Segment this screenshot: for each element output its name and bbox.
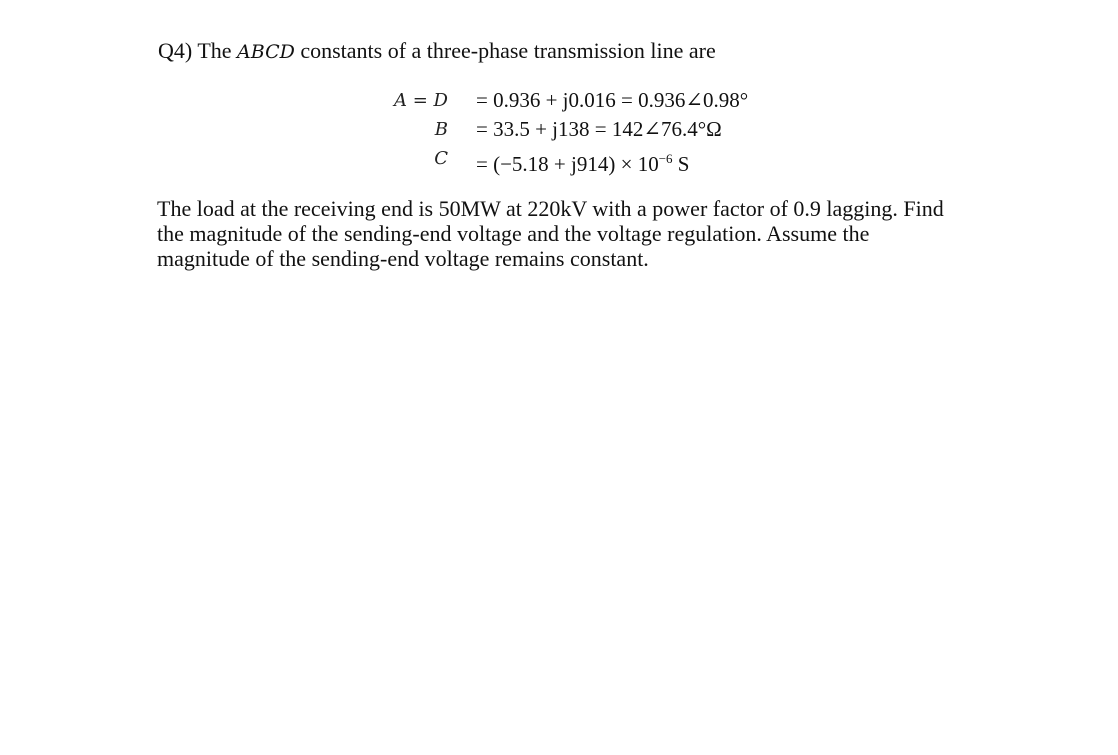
problem-paragraph [157, 196, 1057, 271]
question-suffix: constants of a three-phase transmission line are [294, 38, 716, 63]
equation-rhs: = 33.5 + j138 = 142∠76.4°Ω [476, 117, 722, 141]
equation-lhs: A = D [394, 90, 448, 111]
equation-lhs: C [434, 148, 448, 169]
equation-rhs-main: = (−5.18 + j914) × 10 [476, 152, 659, 176]
question-heading [158, 38, 716, 65]
abcd-term: ABCD [237, 41, 295, 63]
paragraph-line: The load at the receiving end is 50MW at 220kV with a power factor of 0.9 lagging. Find [157, 196, 944, 221]
question-prefix: Q4) The [158, 38, 238, 63]
paragraph-line: magnitude of the sending-end voltage remains constant. [157, 246, 649, 271]
equation-rhs: = 0.936 + j0.016 = 0.936∠0.98° [476, 88, 749, 112]
equation-lhs: B [434, 119, 448, 140]
paragraph-line: the magnitude of the sending-end voltage and the voltage regulation. Assume the [157, 221, 870, 246]
equation-rhs [476, 144, 689, 179]
equation-exponent: −6 [658, 151, 673, 166]
equation-unit: S [672, 152, 690, 176]
